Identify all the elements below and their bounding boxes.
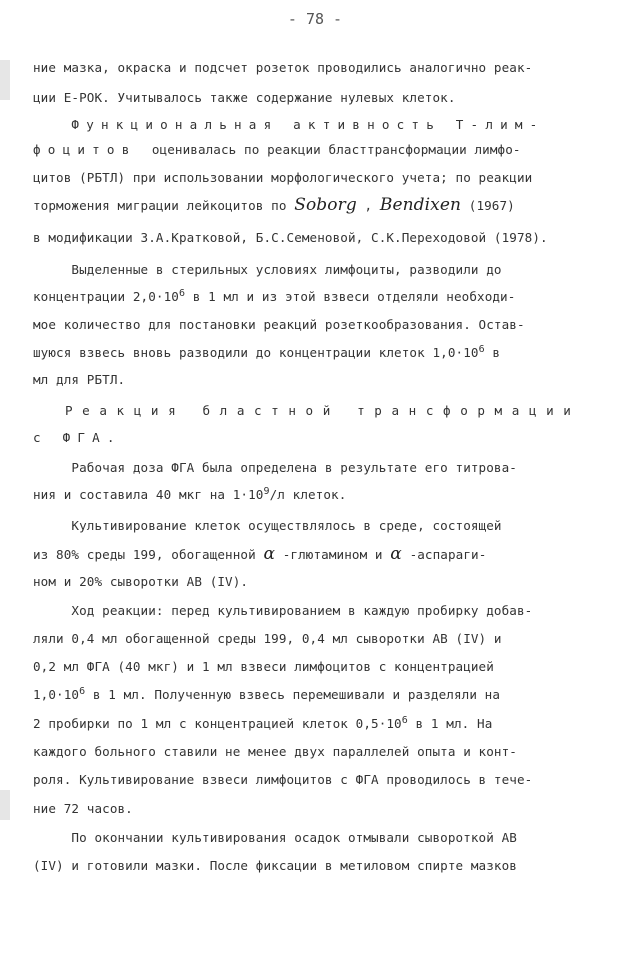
text-line: цитов (РБТЛ) при использовании морфологического учета; по реакции [33, 170, 533, 185]
text-line: $1,0\cdot 10^6$ в 1 мл. Полученную взвесь перемешивали и разделяли на [33, 686, 501, 702]
text-line: каждого больного ставили не менее двух параллелей опыта и конт- [33, 744, 517, 759]
text-line: мое количество для постановки реакций розеткообразования. Остав- [33, 317, 525, 332]
page-number: - 78 - [287, 10, 343, 28]
spaced-heading: с ФГА. [33, 430, 122, 445]
text-line: ния и составила 40 мкг на $1\cdot 10^9/л$ клеток. [33, 486, 347, 502]
text-line: ции Е-РОК. Учитывалось также содержание нулевых клеток. [33, 90, 456, 105]
text-line: ние 72 часов. [33, 801, 133, 816]
section-heading-line [33, 117, 544, 133]
handwritten-author: Bendixen [379, 195, 462, 215]
text-line: (IV) и готовили мазки. После фиксации в метиловом спирте мазков [33, 858, 517, 873]
section-heading-line [33, 430, 122, 446]
text-line: ние мазка, окраска и подсчет розеток проводились аналогично реак- [33, 60, 533, 75]
text-line: мл для РБТЛ. [33, 372, 126, 387]
section-heading-line [33, 403, 580, 419]
text-line: По окончании культивирования осадок отмывали сывороткой АВ [33, 830, 517, 845]
text-line: в модификации З.А.Кратковой, Б.С.Семеновой, С.К.Переходовой (1978). [33, 230, 548, 245]
spaced-heading: Реакция бластной трансформации [65, 403, 581, 418]
margin-shadow [0, 60, 10, 100]
spaced-heading: фоцитов [33, 142, 137, 157]
text-line: Рабочая доза ФГА была определена в результате его титрова- [33, 460, 517, 475]
text-line: ном и 20% сыворотки АВ (IV). [33, 574, 249, 589]
text-line: торможения миграции лейкоцитов по Soborg , Bendixen (1967) [33, 195, 515, 215]
text-line: Выделенные в стерильных условиях лимфоциты, разводили до [33, 262, 502, 277]
spaced-heading: Функциональная активность Т-лим- [71, 117, 545, 132]
text-line: концентрации $2,0\cdot 10^6$ в 1 мл и из этой взвеси отделяли необходи- [33, 288, 516, 304]
text-line: из 80% среды 199, обогащенной α -глютамином и α -аспараги- [33, 544, 487, 564]
text-line: ляли 0,4 мл обогащенной среды 199, 0,4 мл сыворотки АВ (IV) и [33, 631, 502, 646]
text-line: Культивирование клеток осуществлялось в среде, состоящей [33, 518, 502, 533]
text-line: шуюся взвесь вновь разводили до концентрации клеток $1,0\cdot 10^6$ в [33, 344, 501, 360]
text-line: 0,2 мл ФГА (40 мкг) и 1 мл взвеси лимфоцитов с концентрацией [33, 659, 494, 674]
handwritten-alpha: α [263, 544, 276, 564]
text-line: 2 пробирки по 1 мл с концентрацией клеток $0,5\cdot 10^6$ в 1 мл. На [33, 715, 493, 731]
text-line: Ход реакции: перед культивированием в каждую пробирку добав- [33, 603, 533, 618]
handwritten-alpha: α [390, 544, 402, 564]
text-line: роля. Культивирование взвеси лимфоцитов с ФГА проводилось в тече- [33, 772, 533, 787]
handwritten-author: Soborg [294, 195, 357, 215]
margin-shadow [0, 790, 10, 820]
text-line: фоцитов оценивалась по реакции бласттрансформации лимфо- [33, 142, 521, 157]
